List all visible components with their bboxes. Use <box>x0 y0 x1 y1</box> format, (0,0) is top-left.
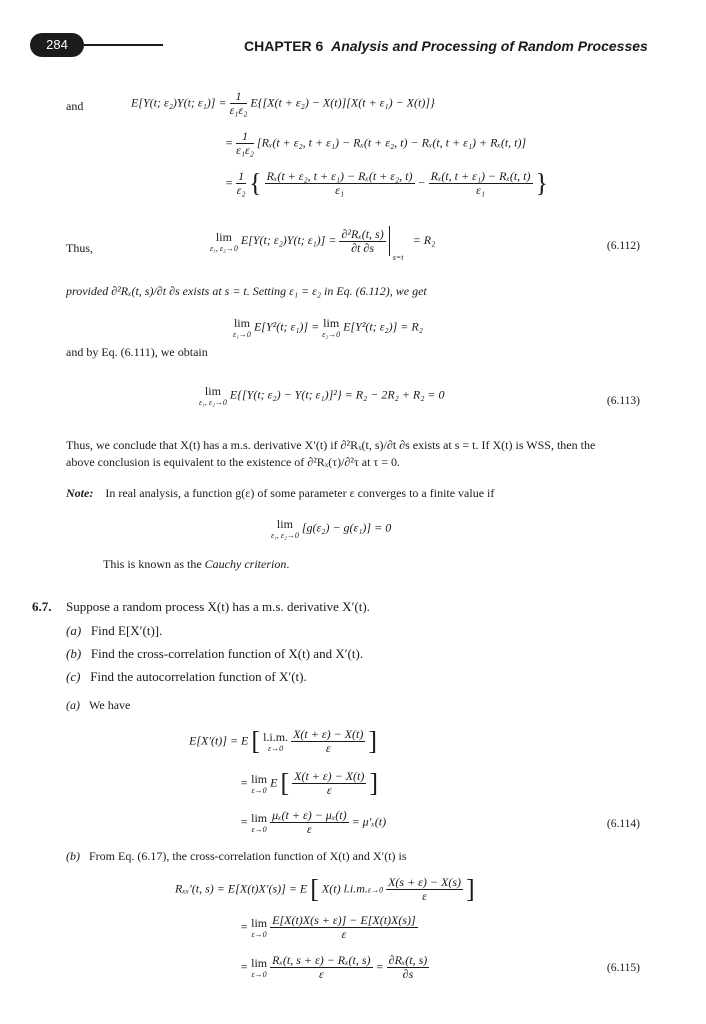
problem-part-b: (b) Find the cross-correlation function of X(t) and X′(t). <box>66 646 364 661</box>
problem-statement: Suppose a random process X(t) has a m.s. derivative X′(t). <box>66 599 370 614</box>
header-rule <box>84 44 163 46</box>
problem-part-c: (c) Find the autocorrelation function of X′(t). <box>66 669 307 684</box>
solution-b-intro: (b) From Eq. (6.17), the cross-correlation function of X(t) and X′(t) is <box>66 849 407 863</box>
equation-number-6-113: (6.113) <box>606 395 640 407</box>
derivation-line-2: = $\frac{1}{\text{ε₁ε₂}}$ [Rₓ(t + ε₂, t + ε₁) − Rₓ(t + ε₂, t) − Rₓ(t, t + ε₁) + Rₓ(t, t)] <box>225 129 527 157</box>
conclusion-line-1: Thus, we conclude that X(t) has a m.s. derivative X′(t) if ∂²Rₓ(t, s)/∂t ∂s exists at s = t. If X(t) is WSS, then the <box>66 438 596 452</box>
problem-part-a: (a) Find E[X′(t)]. <box>66 623 163 638</box>
note-label: Note: <box>66 486 94 500</box>
note-equation: lim ε₁, ε₂→0 [g(ε₂) − g(ε₁)] = 0 <box>271 517 392 540</box>
cauchy-text: This is known as the Cauchy criterion. <box>103 557 290 571</box>
solution-a-line-3: = lim ε→0 $\frac{\text{μₓ(t + ε) − μₓ(t)}}{\varepsilon}$ = μ′ₓ(t) <box>240 808 387 836</box>
page-number: 284 <box>30 33 84 57</box>
by-eq-text: and by Eq. (6.111), we obtain <box>66 345 208 359</box>
equation-limits: lim ε₁→0 E[Y²(t; ε₁)] = lim ε₂→0 E[Y²(t; ε₂)] = R₂ <box>233 316 423 339</box>
cauchy-term: Cauchy criterion <box>204 557 287 571</box>
note-text: In real analysis, a function g(ε) of some parameter ε converges to a finite value if <box>105 486 495 500</box>
solution-b-line-3: = lim ε→0 $\frac{\text{Rₓ(t, s + ε) − Rₓ(t, s)}}{\varepsilon}$ = $\frac{\text{∂Rₓ(t, s)}}{\partial s}$ <box>240 953 428 981</box>
equation-number-6-115: (6.115) <box>606 962 640 974</box>
chapter-header <box>244 38 648 54</box>
equation-number-6-112: (6.112) <box>606 240 640 252</box>
solution-a-line-2: = lim ε→0 E [ $\frac{X(t + \varepsilon) - X(t)}{\varepsilon}$ ] <box>240 768 379 798</box>
problem-number: 6.7. <box>32 599 52 614</box>
note <box>66 486 494 501</box>
solution-a-intro: (a) We have <box>66 698 131 712</box>
solution-a-line-1: E[X′(t)] = E [ l.i.m. ε→0 $\frac{X(t + \varepsilon) - X(t)}{\varepsilon}$ ] <box>189 726 377 756</box>
solution-b-line-2: = lim ε→0 $\frac{E[X(t)X(s + \varepsilon)] - E[X(t)X(s)]}{\varepsilon}$ <box>240 913 416 941</box>
and-label: and <box>66 99 84 113</box>
provided-text: provided ∂²Rₓ(t, s)/∂t ∂s exists at s = t. Setting ε₁ = ε₂ in Eq. (6.112), we get <box>66 284 427 298</box>
equation-6-112: lim ε₁, ε₂→0 E[Y(t; ε₂)Y(t; ε₁)] = $\frac{\text{∂²Rₓ(t, s)}}{\partial t \partial s}$ s=t = R₂ <box>210 226 436 262</box>
derivation-line-3: = $\frac{1}{\text{ε₂}}$ { $\frac{\text{Rₓ(t + ε₂, t + ε₁) − Rₓ(t + ε₂, t)}}{\text{ε₁}}$ − $\frac{\text{Rₓ(t, t + ε₁) − Rₓ(t, t)}}{\text{ε₁}}$ } <box>225 168 548 198</box>
solution-b-line-1: Rₓₓ′(t, s) = E[X(t)X′(s)] = E [ X(t) l.i.m.ε→0 $\frac{X(s + \varepsilon) - X(s)}{\varepsilon}$ ] <box>175 874 475 904</box>
derivation-line-1: E[Y(t; ε₂)Y(t; ε₁)] = $\frac{1}{\text{ε₁ε₂}}$ E{[X(t + ε₂) − X(t)][X(t + ε₁) − X(t)]} <box>131 89 435 117</box>
chapter-label: CHAPTER 6 <box>244 38 324 54</box>
equation-number-6-114: (6.114) <box>606 818 640 830</box>
equation-6-113: lim ε₁, ε₂→0 E{[Y(t; ε₂) − Y(t; ε₁)]²} = R₂ − 2R₂ + R₂ = 0 <box>199 384 445 407</box>
chapter-title: Analysis and Processing of Random Processes <box>331 38 648 54</box>
conclusion-line-2: above conclusion is equivalent to the existence of ∂²Rₓ(τ)/∂²τ at τ = 0. <box>66 455 401 469</box>
thus-label: Thus, <box>66 241 93 255</box>
